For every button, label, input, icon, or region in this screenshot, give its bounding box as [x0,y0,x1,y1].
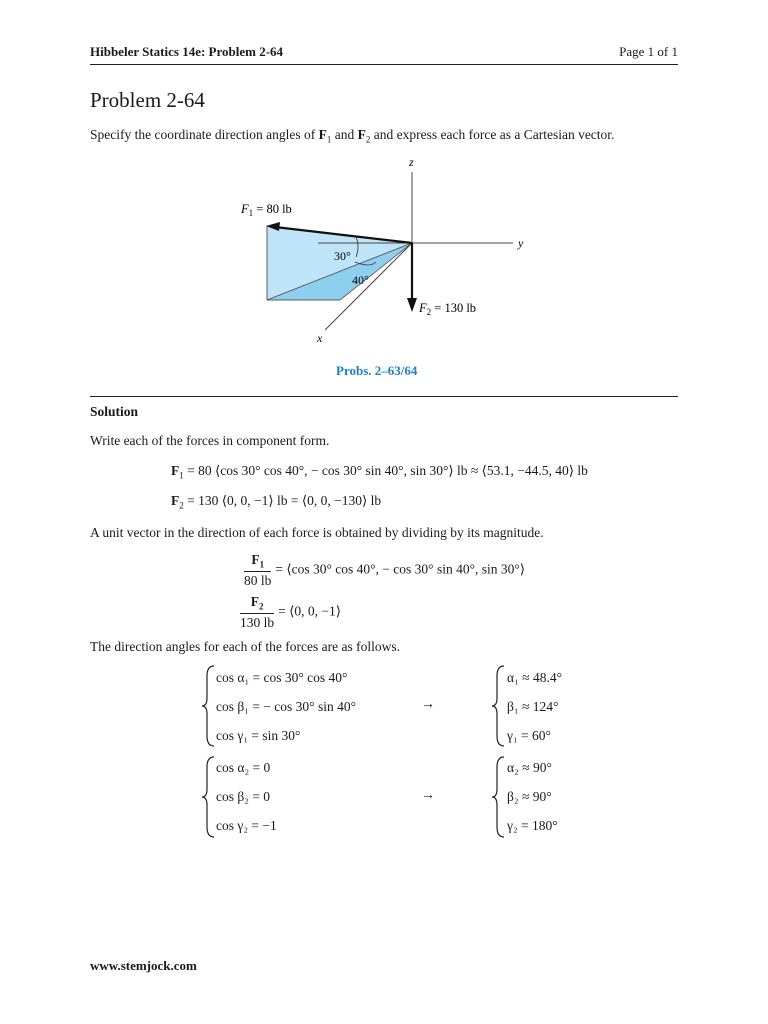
header-title: Hibbeler Statics 14e: Problem 2-64 [90,44,284,59]
problem-statement: Specify the coordinate direction angles of $F_1$ and $F_2$ and express each force as a Cartesian vector. [90,127,615,145]
equation-f2: $F_2 = 130$ ⟨0, 0, −1⟩ lb = ⟨0, 0, −130⟩ lb [171,493,382,511]
solution-paragraph-3: The direction angles for each of the forces are as follows. [90,639,400,654]
problem-title: Problem 2-64 [90,88,205,112]
gamma2-result: γ₂ = 180° [507,818,558,833]
angle-40-label: 40° [352,273,369,287]
y-label: y [518,236,524,250]
beta1-result: β₁ ≈ 124° [507,699,559,714]
f1-symbol: F [318,127,327,142]
f2-label: $F_2 = 130$ lb [419,301,477,317]
arrow-1: → [421,697,435,712]
unit-vector-f1: $\frac{F_1}{80 lb}$ = ⟨cos 30° cos 40°, − cos 30° sin 40°, sin 30°⟩ [244,552,526,588]
x-label: x [317,331,323,345]
cos-alpha1-eq: cos α₁ = cos 30° cos 40° [216,670,348,685]
equation-f1: $F_1 = 80$ ⟨cos 30° cos 40°, − cos 30° sin 40°, sin 30°⟩ lb ≈ ⟨53.1, −44.5, 40⟩ lb [171,463,588,481]
f2-symbol: F [357,127,366,142]
z-label: z [409,155,414,169]
cos-alpha2-eq: cos α₂ = 0 [216,760,271,775]
page-number: Page 1 of 1 [619,44,678,59]
section-rule [90,396,678,397]
alpha2-result: α₂ ≈ 90° [507,760,552,775]
figure-caption: Probs. 2–63/64 [336,363,418,378]
footer-url[interactable]: www.stemjock.com [90,958,197,973]
beta2-result: β₂ ≈ 90° [507,789,552,804]
solution-heading: Solution [90,404,139,419]
angle-30-label: 30° [334,249,351,263]
alpha1-result: α₁ ≈ 48.4° [507,670,562,685]
solution-paragraph-1: Write each of the forces in component form. [90,433,330,448]
unit-vector-f2: $\frac{F_2}{130 lb}$ = ⟨0, 0, −1⟩ [240,594,342,630]
solution-paragraph-2: A unit vector in the direction of each force is obtained by dividing by its magnitude. [90,525,544,540]
cos-beta2-eq: cos β₂ = 0 [216,789,271,804]
f1-label: $F_1 = 80$ lb [241,202,292,218]
cos-beta1-eq: cos β₁ = − cos 30° sin 40° [216,699,356,714]
cos-gamma1-eq: cos γ₁ = sin 30° [216,728,301,743]
arrow-2: → [421,788,435,803]
gamma1-result: γ₁ = 60° [507,728,551,743]
force-diagram [0,0,768,390]
cos-gamma2-eq: cos γ₂ = −1 [216,818,277,833]
